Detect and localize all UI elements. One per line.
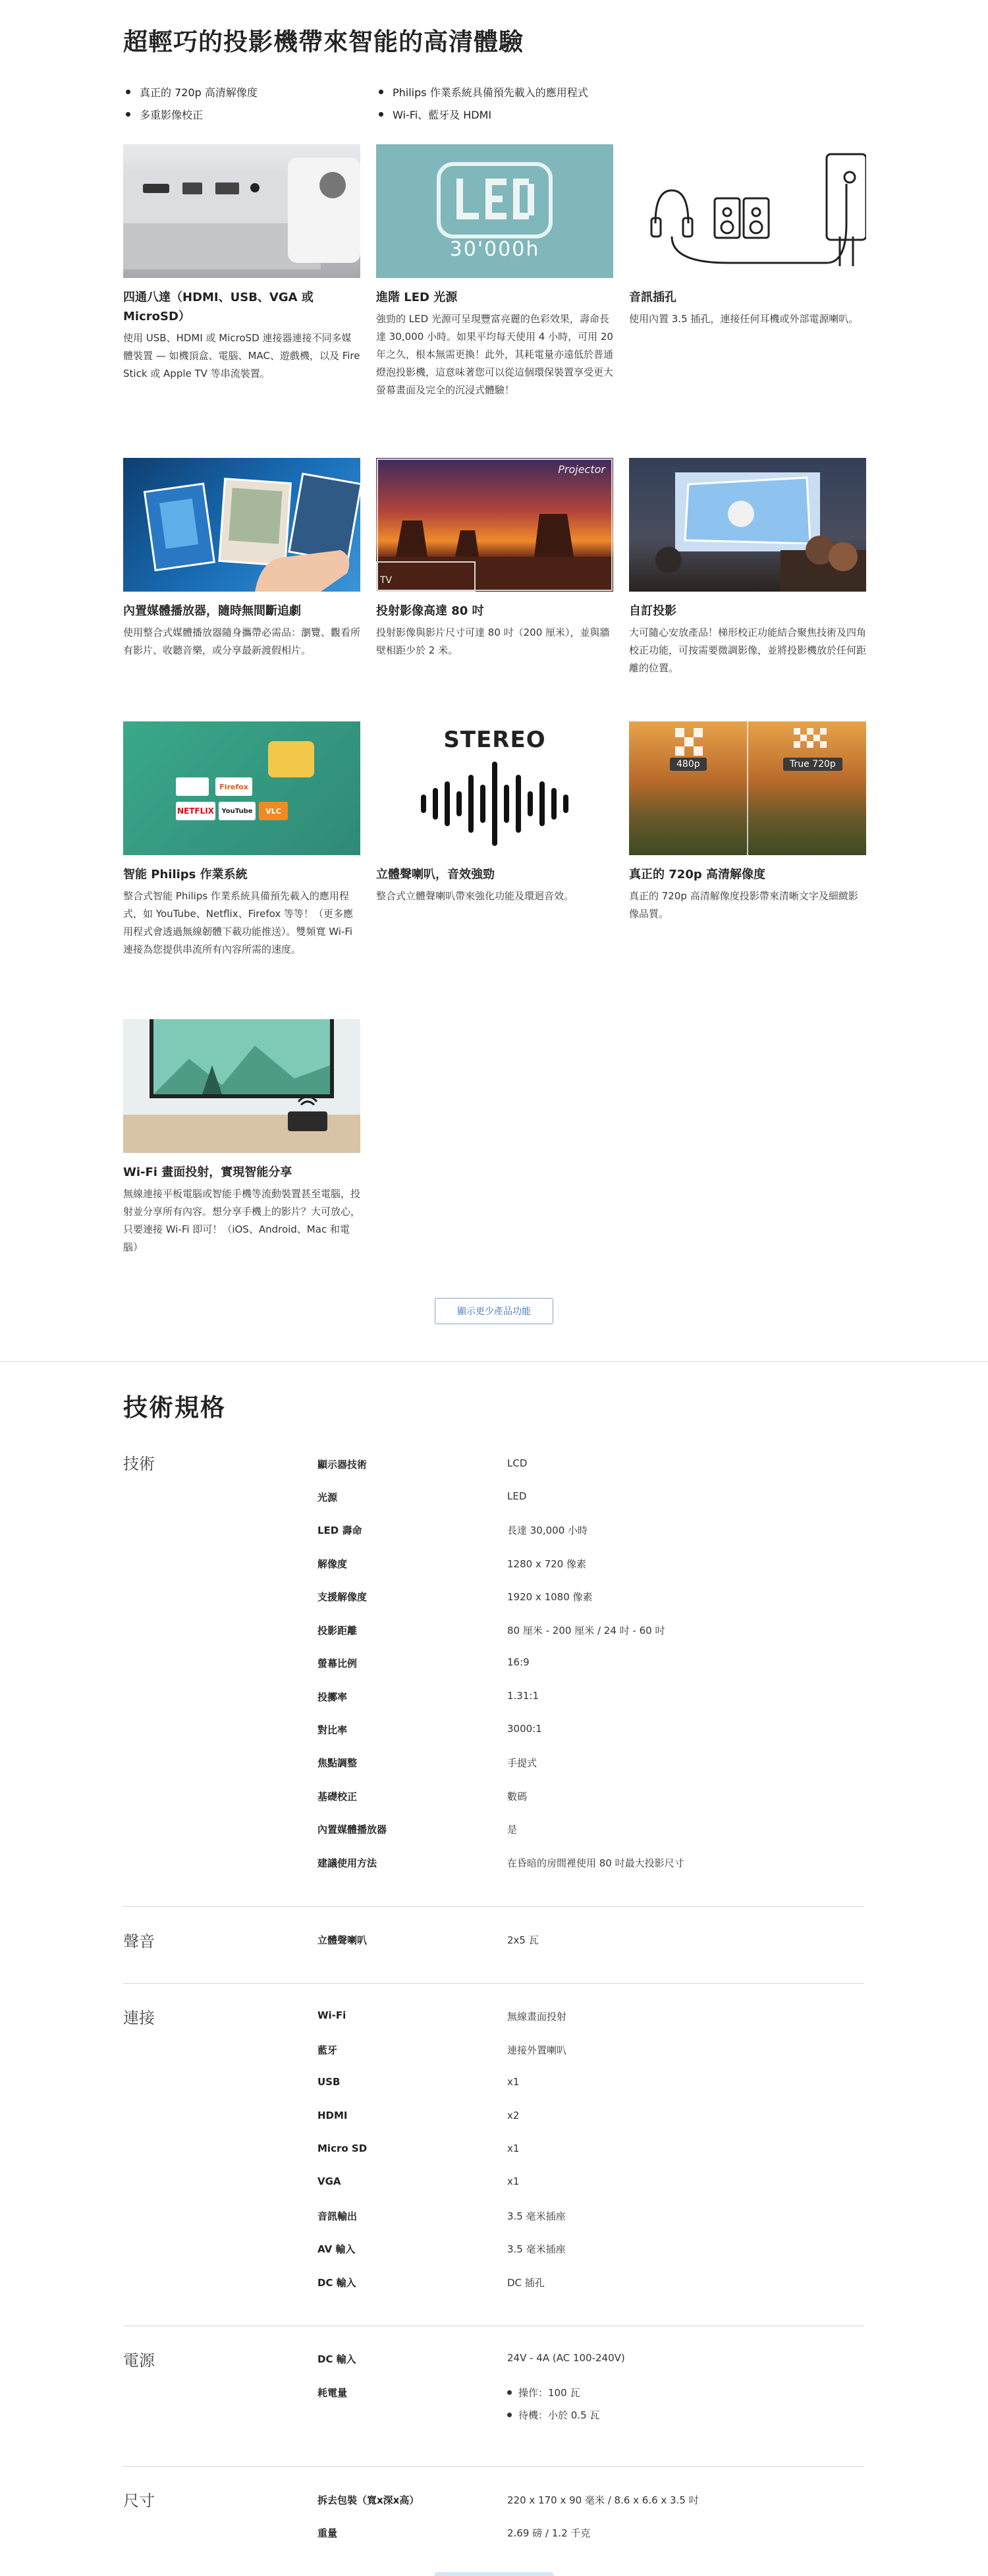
stereo-image [376,721,613,855]
spec-value: x1 [507,2175,520,2187]
spec-value: 連接外置喇叭 [507,2044,567,2056]
feature-title: Wi-Fi 畫面投射，實現智能分享 [123,1165,292,1179]
spec-value: 220 x 170 x 90 毫米 / 8.6 x 6.6 x 3.5 吋 [507,2494,699,2506]
spec-key: AV 輸入 [317,2243,356,2255]
spec-key: 螢幕比例 [317,1658,358,1669]
bullet-item: Wi-Fi、藍牙及 HDMI [376,106,491,122]
feature-card-720p [629,721,866,923]
spec-value: 3.5 毫米插座 [507,2210,566,2222]
spec-value: DC 插孔 [507,2277,545,2289]
feature-card-80inch [376,458,613,659]
spec-key: 拆去包裝（寬x深x高） [317,2494,420,2506]
spec-value: 24V - 4A (AC 100-240V) [507,2352,625,2364]
feature-title: 內置媒體播放器，隨時無間斷追劇 [123,604,301,618]
bullet-item: 多重影像校正 [123,106,203,122]
feature-body: 整合式立體聲喇叭帶來強化功能及環迴音效。 [376,890,574,902]
led-hours-label: 30'000h [449,238,540,261]
spec-key: 音訊輸出 [317,2210,358,2222]
feature-card-connectivity [123,144,360,383]
spec-key: Micro SD [317,2142,368,2154]
power-item: 操作：100 瓦 [507,2386,580,2399]
feature-card-os [123,721,360,959]
bottom-accent-bar [435,2572,553,2576]
feature-body: 使用 USB、HDMI 或 MicroSD 連接器連接不同多媒體裝置 — 如機頂盒、電腦、MAC、遊戲機，以及 Fire Stick 或 Apple TV 等串流裝置。 [123,332,360,379]
specs-title: 技術規格 [123,1393,226,1422]
screen-size-image [376,458,613,592]
spec-key: LED 壽命 [317,1525,362,1536]
spec-value: LCD [507,1457,528,1469]
spec-value: 數碼 [507,1791,528,1803]
spec-key: 投擲率 [317,1691,348,1703]
spec-key: 解像度 [317,1558,348,1570]
spec-separator [123,1983,864,1984]
spec-category: 連接 [123,2009,155,2027]
spec-key: 顯示器技術 [317,1459,368,1470]
spec-key: Wi-Fi [317,2009,346,2021]
feature-body: 無線連接平板電腦或智能手機等流動裝置甚至電腦，投射並分享所有內容。想分享手機上的影片？大可放心，只要連接 Wi-Fi 即可！（iOS、Android、Mac 和電腦） [123,1188,361,1253]
spec-key: 內置媒體播放器 [317,1824,387,1835]
feature-card-custom-projection [629,458,866,677]
spec-value: 1.31:1 [507,1690,539,1702]
spec-value: 長達 30,000 小時 [507,1525,588,1536]
spec-value: 1280 x 720 像素 [507,1558,586,1570]
spec-value: x2 [507,2110,520,2121]
projector-ports-image [123,144,360,278]
feature-title: 投射影像高達 80 吋 [376,604,484,618]
spec-key: 立體聲喇叭 [317,1934,368,1946]
spec-value: 80 厘米 - 200 厘米 / 24 吋 - 60 吋 [507,1625,665,1637]
wifi-cast-image [123,1019,360,1153]
spec-key: 建議使用方法 [317,1857,377,1869]
spec-key: 耗電量 [317,2387,348,2399]
feature-title: 智能 Philips 作業系統 [123,868,248,882]
label-480p: 480p [670,758,707,771]
spec-key: DC 輸入 [317,2353,356,2365]
feature-body: 大可隨心安放產品！梯形校正功能結合聚焦技術及四角校正功能，可按需要微調影像，並將投影機放於任何距離的位置。 [629,627,867,674]
feature-card-audio [629,144,866,328]
spec-category: 尺寸 [123,2492,155,2510]
spec-value: 2x5 瓦 [507,1934,539,1946]
spec-category: 電源 [123,2351,155,2370]
spec-value: x1 [507,2076,520,2088]
spec-value: 2.69 磅 / 1.2 千克 [507,2527,591,2539]
spec-value: 在昏暗的房間裡使用 80 吋最大投影尺寸 [507,1857,684,1869]
spec-key: HDMI [317,2110,348,2121]
power-item: 待機：小於 0.5 瓦 [507,2408,599,2422]
feature-body: 整合式智能 Philips 作業系統具備預先載入的應用程式，如 YouTube、Netflix、Firefox 等等！（更多應用程式會透過無線韌體下載功能推送）。雙頻寬 Wi-Fi 連接為您提供串流所有內容所需的速度。 [123,890,354,955]
spec-key: 對比率 [317,1724,348,1736]
feature-body: 使用內置 3.5 插孔，連接任何耳機或外部電源喇叭。 [629,313,859,325]
spec-category: 技術 [123,1455,155,1473]
feature-title: 立體聲喇叭，音效強勁 [376,868,495,882]
app-firefox: Firefox [215,777,252,796]
philips-os-image [123,721,360,855]
bullet-item: 真正的 720p 高清解像度 [123,84,258,99]
feature-card-media [123,458,360,659]
spec-value: 手提式 [507,1757,537,1769]
spec-value: x1 [507,2142,520,2154]
projector-label: Projector [558,463,605,476]
resolution-image [629,721,866,855]
spec-key: 重量 [317,2527,338,2539]
feature-card-stereo [376,721,613,905]
spec-key: 焦點調整 [317,1757,358,1769]
spec-value: LED [507,1490,527,1502]
audio-jack-image [629,144,866,278]
bullet-item: Philips 作業系統具備預先載入的應用程式 [376,84,588,99]
spec-category: 聲音 [123,1932,155,1951]
feature-title: 進階 LED 光源 [376,291,458,304]
feature-body: 投射影像與影片尺寸可達 80 吋（200 厘米），並與牆壁相距少於 2 米。 [376,627,610,656]
spec-value: 1920 x 1080 像素 [507,1591,593,1603]
spec-separator [123,2466,864,2467]
label-720p: True 720p [783,758,842,771]
spec-value: 3.5 毫米插座 [507,2243,566,2255]
feature-body: 使用整合式媒體播放器隨身攜帶必需品：瀏覽、觀看所有影片、收聽音樂，或分享最新渡假相片。 [123,627,361,656]
app-netflix: NETFLIX [176,802,215,820]
spec-key: VGA [317,2175,341,2187]
feature-title: 四通八達（HDMI、USB、VGA 或 MicroSD） [123,291,314,323]
spec-separator [123,1906,864,1907]
spec-key: 光源 [317,1492,338,1503]
section-divider [0,1361,988,1362]
spec-key: 基礎校正 [317,1791,358,1803]
spec-key: 投影距離 [317,1625,358,1637]
spec-value: 3000:1 [507,1723,542,1735]
page-title: 超輕巧的投影機帶來智能的高清體驗 [123,28,524,56]
spec-value: 16:9 [507,1656,530,1668]
app-youtube: YouTube [219,802,256,820]
show-less-features-button[interactable]: 顯示更少產品功能 [435,1298,553,1324]
led-image [376,144,613,278]
feature-card-led [376,144,613,399]
feature-card-wifi-cast [123,1019,360,1256]
media-player-image [123,458,360,592]
feature-title: 自訂投影 [629,604,676,618]
spec-key: USB [317,2076,341,2088]
spec-key: 藍牙 [317,2044,338,2056]
spec-key: 支援解像度 [317,1591,368,1603]
feature-body: 強勁的 LED 光源可呈現豐富亮麗的色彩效果，壽命長達 30,000 小時。如果平均每天使用 4 小時，可用 20 年之久，根本無需更換！此外，其耗電量亦遠低於普通燈泡投影機，這意味著您可以從這個環保裝置享受更大螢幕畫面及完全的沉浸式體驗！ [376,313,614,396]
feature-title: 真正的 720p 高清解像度 [629,868,765,882]
spec-value: 是 [507,1824,518,1835]
tv-label: TV [380,575,393,586]
feature-title: 音訊插孔 [629,291,676,304]
keystone-image [629,458,866,592]
stereo-label: STEREO [443,727,546,753]
app-vlc: VLC [259,802,288,820]
spec-value: 無線畫面投射 [507,2011,567,2023]
spec-key: DC 輸入 [317,2277,356,2289]
feature-body: 真正的 720p 高清解像度投影帶來清晰文字及細緻影像品質。 [629,890,858,920]
